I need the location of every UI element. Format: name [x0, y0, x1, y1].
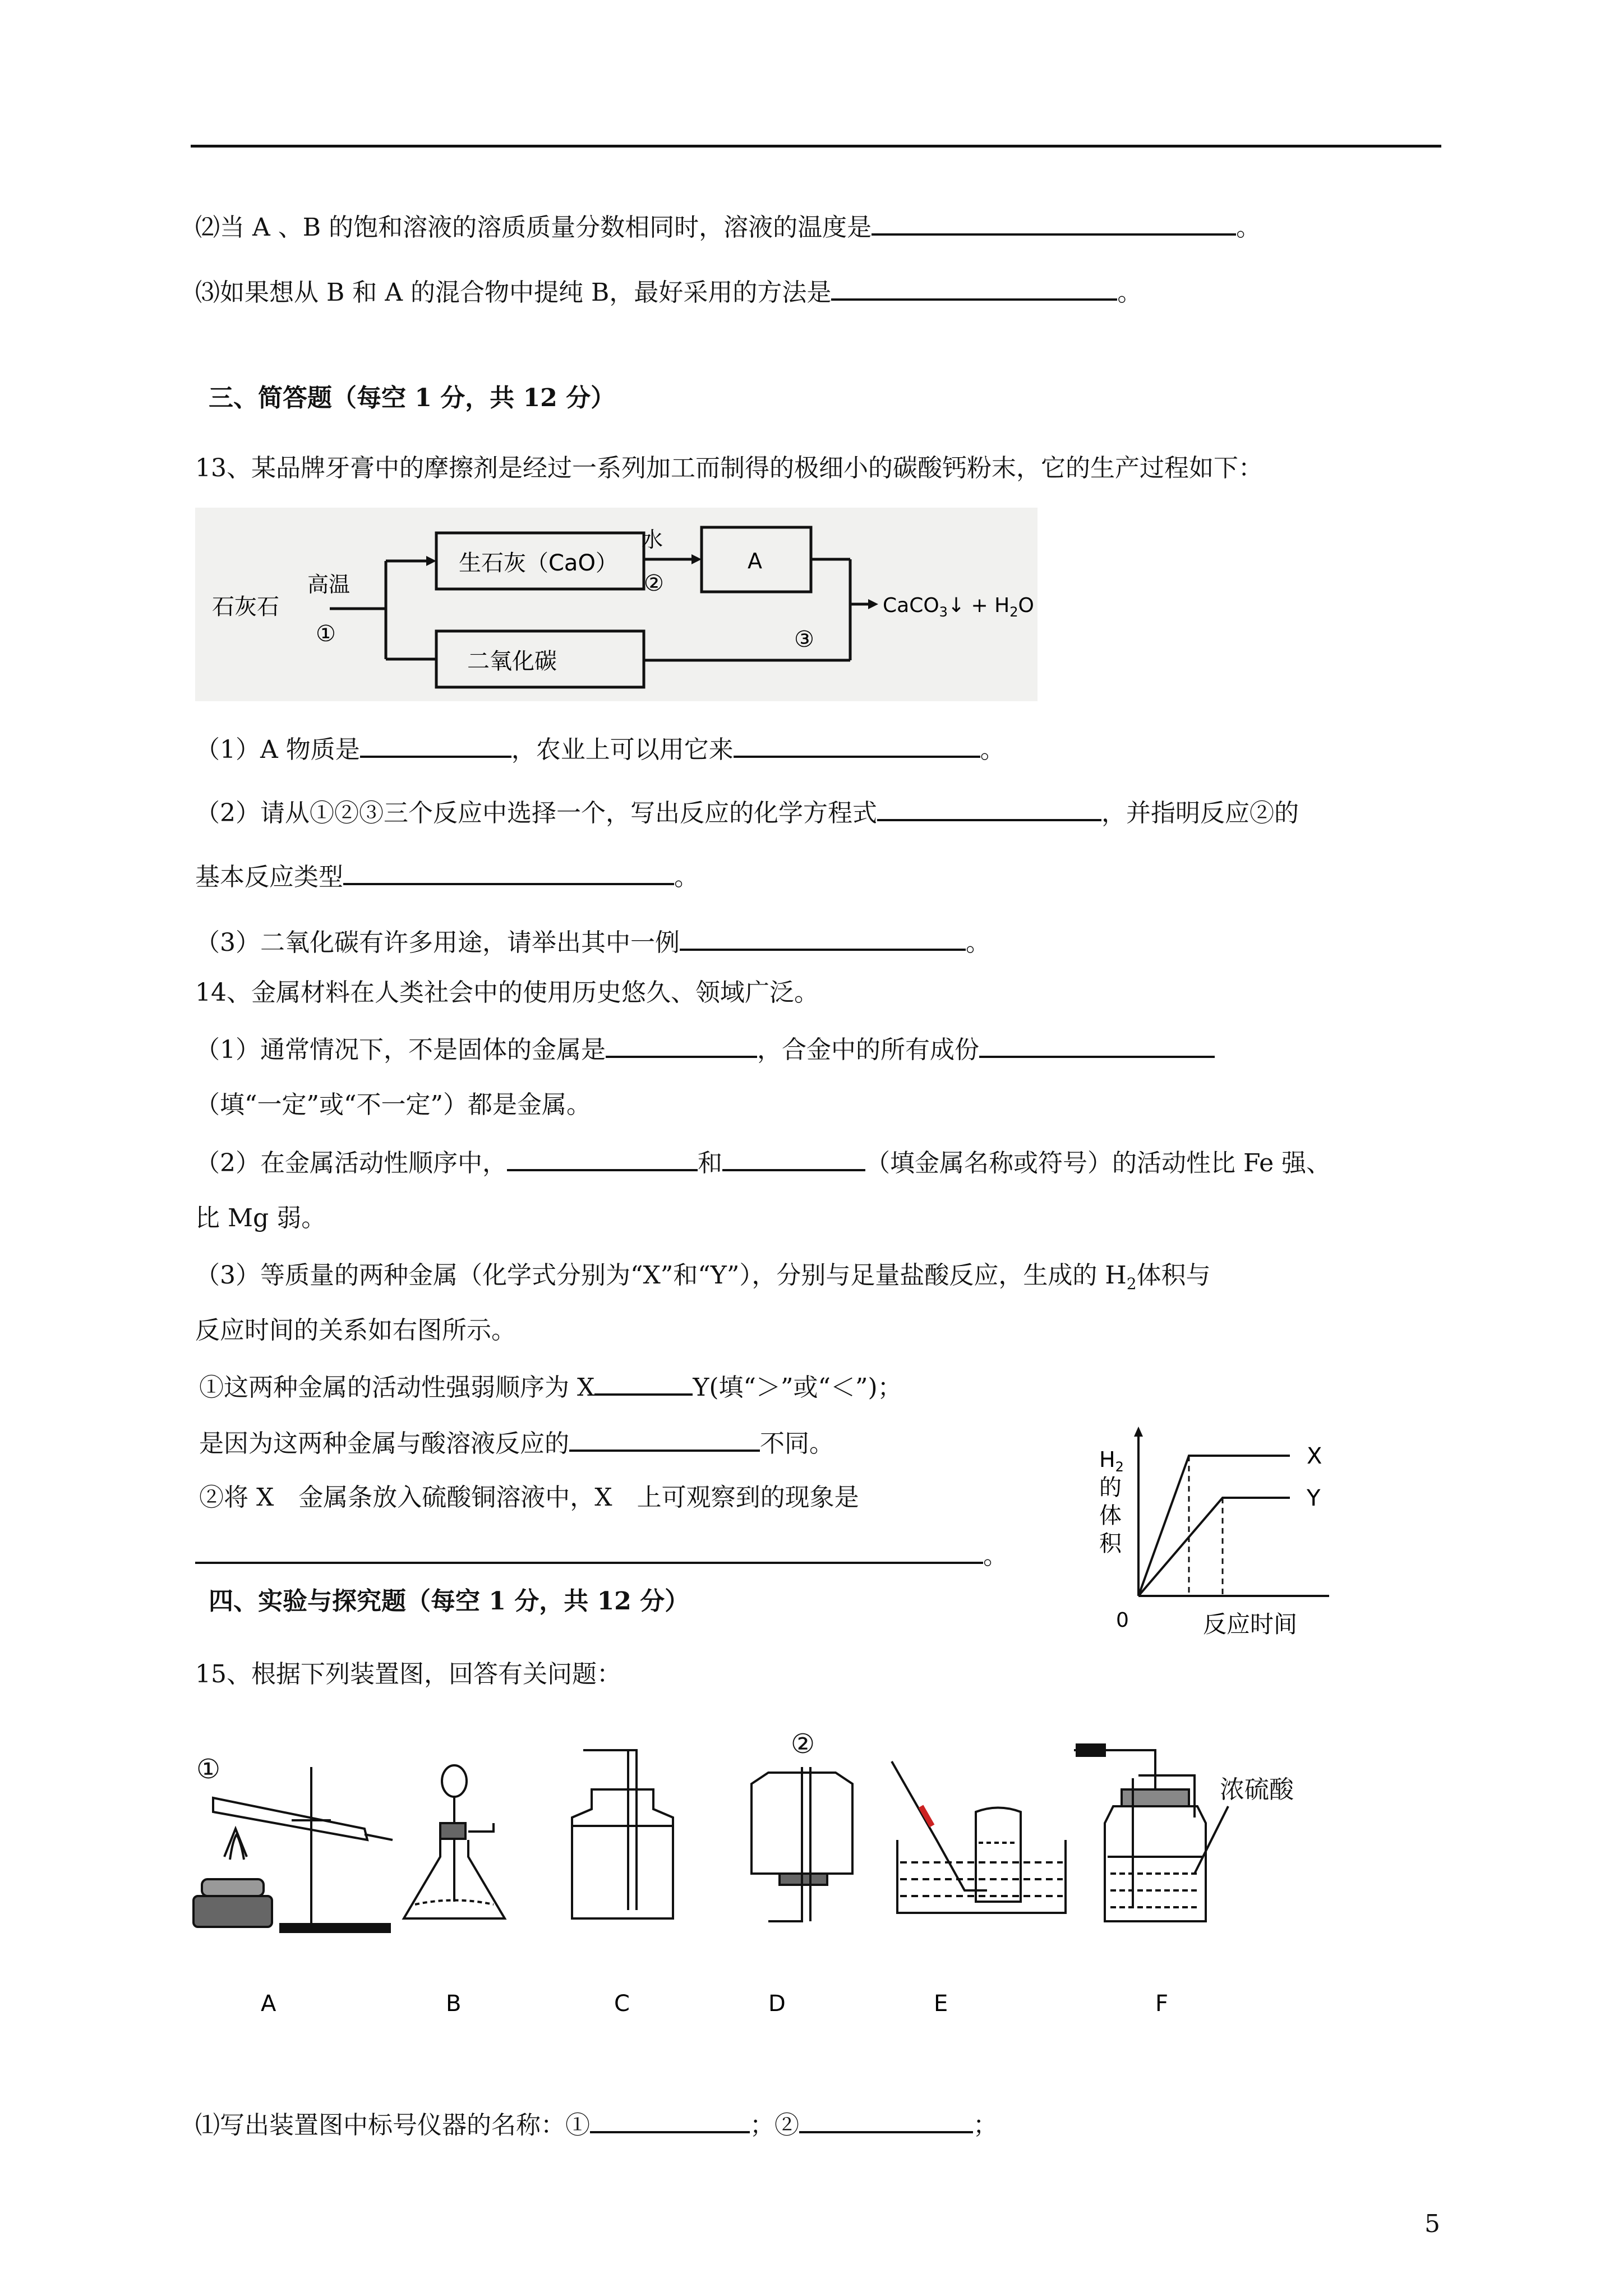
label-c: C — [614, 1991, 630, 2017]
label-d: D — [768, 1991, 786, 2017]
label-b: B — [446, 1991, 462, 2017]
series-line-y — [1138, 1498, 1290, 1596]
label-f: F — [1155, 1991, 1169, 2017]
step1-label: ① — [316, 621, 336, 647]
answer-blank[interactable] — [799, 2106, 973, 2133]
y-axis-label-1: 的 — [1099, 1475, 1122, 1501]
h2-volume-graph — [1088, 1416, 1357, 1641]
apparatus-labels — [261, 1991, 1168, 2017]
apparatus-b — [404, 1765, 505, 1918]
y-axis-label-h: $H_2$ — [1099, 1447, 1124, 1475]
step2-label: ② — [644, 570, 664, 596]
question-13: 13、某品牌牙膏中的摩擦剂是经过一系列加工而制得的极细小的碳酸钙粉末，它的生产过程如下： — [195, 454, 1263, 482]
co2-label: 二氧化碳 — [467, 648, 557, 674]
y-axis-arrow — [1134, 1427, 1143, 1437]
q14-part3-cont: 反应时间的关系如右图所示。 — [195, 1316, 516, 1345]
series-label-x: X — [1307, 1443, 1322, 1469]
q13-part1: （1）A 物质是 ，农业上可以用它来 。 — [195, 731, 1005, 767]
series-label-y: Y — [1307, 1485, 1321, 1511]
answer-blank[interactable] — [680, 924, 966, 951]
lab-apparatus-figure — [191, 1728, 1335, 2031]
svg-text:①: ① — [196, 1754, 221, 1785]
series-line-x — [1138, 1456, 1290, 1596]
water-label: 水 — [642, 527, 663, 552]
apparatus-f — [1074, 1745, 1294, 1921]
header-rule — [191, 145, 1441, 148]
q14-part2-cont: 比 Mg 弱。 — [195, 1204, 326, 1232]
apparatus-c — [572, 1750, 673, 1918]
apparatus-d — [751, 1728, 852, 1921]
q12-part2: ⑵当 A 、B 的饱和溶液的溶质质量分数相同时，溶液的温度是 。 — [195, 209, 1261, 245]
limestone-label: 石灰石 — [212, 594, 279, 620]
x-axis-label: 反应时间 — [1203, 1611, 1298, 1638]
answer-blank[interactable] — [722, 1144, 865, 1171]
answer-blank[interactable] — [734, 731, 980, 758]
quicklime-label: 生石灰（CaO） — [459, 550, 618, 576]
answer-blank[interactable] — [606, 1031, 757, 1058]
answer-blank[interactable] — [590, 2106, 750, 2133]
q13-part2: （2）请从①②③三个反应中选择一个，写出反应的化学方程式 ，并指明反应②的 — [195, 794, 1299, 830]
q14-part3-ii-cont: 。 — [195, 1537, 1008, 1573]
question-15: 15、根据下列装置图，回答有关问题： — [195, 1660, 621, 1688]
step3-label: ③ — [794, 627, 814, 652]
y-axis-label-3: 积 — [1099, 1531, 1122, 1557]
answer-blank[interactable] — [195, 1537, 983, 1564]
product-label: CaCO$_3$↓ + $H_2O$ — [883, 594, 1034, 620]
q14-part2: （2）在金属活动性顺序中， 和 （填金属名称或符号）的活动性比 Fe 强、 — [195, 1144, 1331, 1180]
label-a: A — [261, 1991, 276, 2017]
section-heading-4: 四、实验与探究题（每空 1 分，共 12 分） — [209, 1587, 690, 1616]
apparatus-e — [892, 1761, 1066, 1913]
q13-part3: （3）二氧化碳有许多用途，请举出其中一例 。 — [195, 924, 990, 960]
answer-blank[interactable] — [877, 794, 1101, 821]
acid-label: 浓硫酸 — [1220, 1775, 1294, 1804]
q14-part3-i: ①这两种金属的活动性强弱顺序为 X Y(填“＞”或“＜”)； — [199, 1369, 902, 1405]
q14-part3: （3）等质量的两种金属（化学式分别为“X”和“Y”），分别与足量盐酸反应，生成的 $H_2$体积与 — [195, 1261, 1211, 1293]
answer-blank[interactable] — [343, 858, 674, 885]
svg-text:②: ② — [791, 1728, 815, 1760]
question-14: 14、金属材料在人类社会中的使用历史悠久、领域广泛。 — [195, 978, 819, 1007]
q14-part1-cont: （填“一定”或“不一定”）都是金属。 — [195, 1091, 591, 1119]
origin-label: 0 — [1116, 1609, 1129, 1632]
y-axis-label-2: 体 — [1099, 1503, 1122, 1529]
q13-part2-cont: 基本反应类型 。 — [195, 858, 699, 894]
q15-part1: ⑴写出装置图中标号仪器的名称：① ；② ； — [195, 2106, 998, 2142]
answer-blank[interactable] — [872, 209, 1236, 236]
section-heading-3: 三、简答题（每空 1 分，共 12 分） — [209, 384, 616, 412]
high-temp-label: 高温 — [307, 572, 351, 597]
page-number: 5 — [1424, 2210, 1440, 2238]
a-label: A — [748, 549, 762, 573]
answer-blank[interactable] — [831, 274, 1117, 301]
answer-blank[interactable] — [569, 1425, 760, 1452]
q12-part3: ⑶如果想从 B 和 A 的混合物中提纯 B，最好采用的方法是 。 — [195, 274, 1142, 310]
production-flowchart — [195, 508, 1038, 701]
answer-blank[interactable] — [979, 1031, 1215, 1058]
apparatus-a — [193, 1754, 393, 1932]
q14-part3-i-cont: 是因为这两种金属与酸溶液反应的 不同。 — [199, 1425, 834, 1461]
answer-blank[interactable] — [507, 1144, 698, 1171]
q14-part3-ii: ②将 X 金属条放入硫酸铜溶液中，X 上可观察到的现象是 — [199, 1483, 859, 1512]
q14-part1: （1）通常情况下，不是固体的金属是 ，合金中的所有成份 — [195, 1031, 1215, 1067]
label-e: E — [934, 1991, 948, 2017]
answer-blank[interactable] — [594, 1369, 693, 1396]
answer-blank[interactable] — [360, 731, 511, 758]
